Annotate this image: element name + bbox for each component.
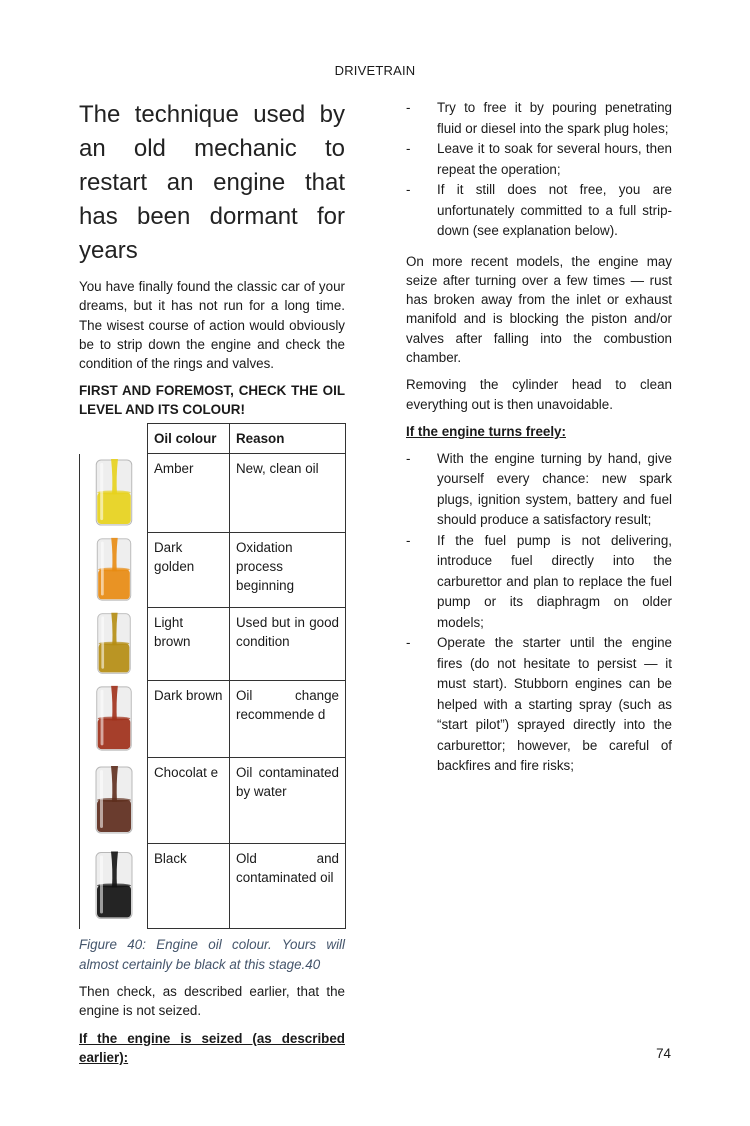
list-dash: -: [406, 141, 411, 156]
oil-reason-cell: Oil change recommende d: [230, 681, 346, 758]
oil-reason-cell: Used but in good condition: [230, 608, 346, 681]
seized-heading: If the engine is seized (as described earlier):: [79, 1030, 345, 1065]
list-item: [406, 139, 672, 180]
intro-paragraph: You have finally found the classic car of your dreams, but it has not run for a long time. The wisest course of action would obviously be to strip down the engine and check the condition of the rings and valves.: [79, 279, 345, 372]
table-row: [80, 681, 346, 758]
table-header-row: [80, 424, 346, 454]
oil-jar-icon: [92, 684, 136, 753]
list-item-text: Try to free it by pouring penetrating fluid or diesel into the spark plug holes;: [437, 100, 672, 136]
oil-reason-cell: Oxidation process beginning: [230, 533, 346, 608]
oil-check-heading: FIRST AND FOREMOST, CHECK THE OIL LEVEL AND ITS COLOUR!: [79, 383, 345, 418]
cylinder-head-paragraph: Removing the cylinder head to clean everything out is then unavoidable.: [406, 377, 672, 412]
oil-colour-cell: Chocolat e: [148, 758, 230, 844]
oil-colour-table: [79, 423, 346, 929]
left-column: [79, 98, 345, 1075]
oil-jar-image: [80, 608, 148, 681]
oil-reason-cell: Old and contaminated oil: [230, 844, 346, 929]
oil-jar-image: [80, 758, 148, 844]
table-header-reason: Reason: [230, 424, 346, 454]
oil-jar-image: [80, 454, 148, 533]
article-title: The technique used by an old mechanic to restart an engine that has been dormant for years: [79, 101, 345, 264]
list-item: [406, 180, 672, 242]
table-header-image: [80, 424, 148, 454]
oil-reason-cell: New, clean oil: [230, 454, 346, 533]
list-item-text: If it still does not free, you are unfortunately committed to a full strip-down (see explanation below).: [437, 182, 672, 238]
oil-colour-cell: Light brown: [148, 608, 230, 681]
oil-jar-image: [80, 533, 148, 608]
oil-jar-icon: [92, 611, 136, 676]
list-item: [406, 449, 672, 531]
list-item-text: Operate the starter until the engine fires (do not hesitate to persist — it must start). Stubborn engines can be helped with a starting spray (such as “start pilot”) sprayed directly into the carburettor; however, be careful of backfires and fire risks;: [437, 635, 672, 774]
oil-jar-icon: [92, 847, 136, 924]
right-column: [406, 98, 672, 787]
list-item: [406, 98, 672, 139]
turns-freely-heading: If the engine turns freely:: [406, 423, 566, 439]
then-check-paragraph: Then check, as described earlier, that the engine is not seized.: [79, 984, 345, 1019]
oil-jar-image: [80, 844, 148, 929]
figure-caption: Figure 40: Engine oil colour. Yours will almost certainly be black at this stage.40: [79, 937, 345, 972]
list-dash: -: [406, 182, 411, 197]
list-item-text: If the fuel pump is not delivering, introduce fuel directly into the carburettor and plan to replace the fuel pump or its diaphragm on older models;: [437, 532, 672, 630]
oil-colour-cell: Amber: [148, 454, 230, 533]
oil-colour-cell: Dark golden: [148, 533, 230, 608]
table-row: [80, 844, 346, 929]
table-row: [80, 758, 346, 844]
oil-jar-image: [80, 681, 148, 758]
turns-freely-list: [406, 449, 672, 777]
table-header-colour: Oil colour: [148, 424, 230, 454]
table-row: [80, 533, 346, 608]
list-dash: -: [406, 532, 411, 548]
page-number: 74: [656, 1046, 671, 1061]
seized-list: [406, 98, 672, 242]
running-header: DRIVETRAIN: [334, 63, 416, 78]
table-row: [80, 608, 346, 681]
list-dash: -: [406, 450, 411, 466]
list-item-text: Leave it to soak for several hours, then repeat the operation;: [437, 141, 672, 177]
list-dash: -: [406, 100, 411, 115]
oil-jar-icon: [92, 457, 136, 528]
table-row: [80, 454, 346, 533]
oil-colour-cell: Dark brown: [148, 681, 230, 758]
list-item: [406, 531, 672, 634]
oil-reason-cell: Oil contaminated by water: [230, 758, 346, 844]
oil-jar-icon: [92, 536, 136, 603]
list-item-text: With the engine turning by hand, give yourself every chance: new spark plugs, ignition system, battery and fuel should produce a satisfactory result;: [437, 450, 672, 528]
recent-models-paragraph: On more recent models, the engine may seize after turning over a few times — rust has broken away from the inlet or exhaust manifold and is blocking the piston and/or valves after falling into the combustion chamber.: [406, 253, 672, 365]
list-item: [406, 633, 672, 777]
oil-jar-icon: [92, 761, 136, 839]
list-dash: -: [406, 635, 411, 651]
oil-colour-cell: Black: [148, 844, 230, 929]
